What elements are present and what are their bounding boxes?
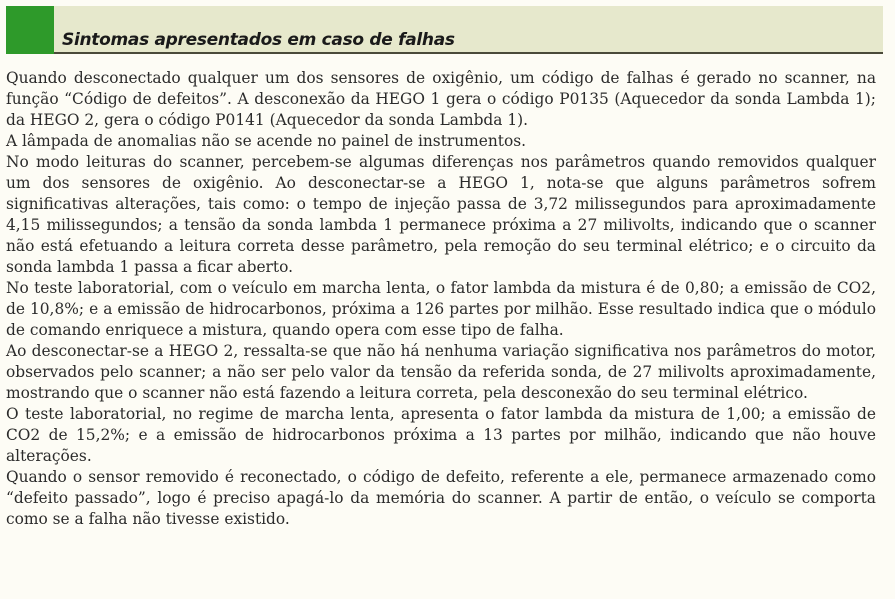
article-body [6,68,876,530]
section-header [6,6,883,54]
paragraph: Quando o sensor removido é reconectado, o código de defeito, referente a ele, permanece armazenado como “defeito passado”, logo é preciso apagá-lo da memória do scanner. A partir de então, o veículo se comporta como se a falha não tivesse existido. [6,468,876,528]
paragraph: Ao desconectar-se a HEGO 2, ressalta-se que não há nenhuma variação significativa nos parâmetros do motor, observados pelo scanner; a não ser pelo valor da tensão da referida sonda, de 27 milivolts aproximadamente, mostrando que o scanner não está fazendo a leitura correta, pela desconexão do seu terminal elétrico. [6,342,876,402]
paragraph: No modo leituras do scanner, percebem-se algumas diferenças nos parâmetros quando removidos qualquer um dos sensores de oxigênio. Ao desconectar-se a HEGO 1, nota-se que alguns parâmetros sofrem significativas alterações, tais como: o tempo de injeção passa de 3,72 milissegundos para aproximadamente 4,15 milissegundos; a tensão da sonda lambda 1 permanece próxima a 27 milivolts, indicando que o scanner não está efetuando a leitura correta desse parâmetro, pela remoção do seu terminal elétrico; e o circuito da sonda lambda 1 passa a ficar aberto. [6,153,876,276]
paragraph: No teste laboratorial, com o veículo em marcha lenta, o fator lambda da mistura é de 0,80; a emissão de CO2, de 10,8%; e a emissão de hidrocarbonos, próxima a 126 partes por milhão. Esse resultado indica que o módulo de comando enriquece a mistura, quando opera com esse tipo de falha. [6,279,876,339]
section-title: Sintomas apresentados em caso de falhas [62,30,455,50]
paragraph: Quando desconectado qualquer um dos sensores de oxigênio, um código de falhas é gerado no scanner, na função “Código de defeitos”. A desconexão da HEGO 1 gera o código P0135 (Aquecedor da sonda Lambda 1); da HEGO 2, gera o código P0141 (Aquecedor da sonda Lambda 1). [6,69,876,129]
paragraph: O teste laboratorial, no regime de marcha lenta, apresenta o fator lambda da mistura de 1,00; a emissão de CO2 de 15,2%; e a emissão de hidrocarbonos próxima a 13 partes por milhão, indicando que não houve alterações. [6,405,876,465]
paragraph: A lâmpada de anomalias não se acende no painel de instrumentos. [6,132,526,150]
section-marker-square [6,6,54,54]
header-underline [54,52,883,54]
